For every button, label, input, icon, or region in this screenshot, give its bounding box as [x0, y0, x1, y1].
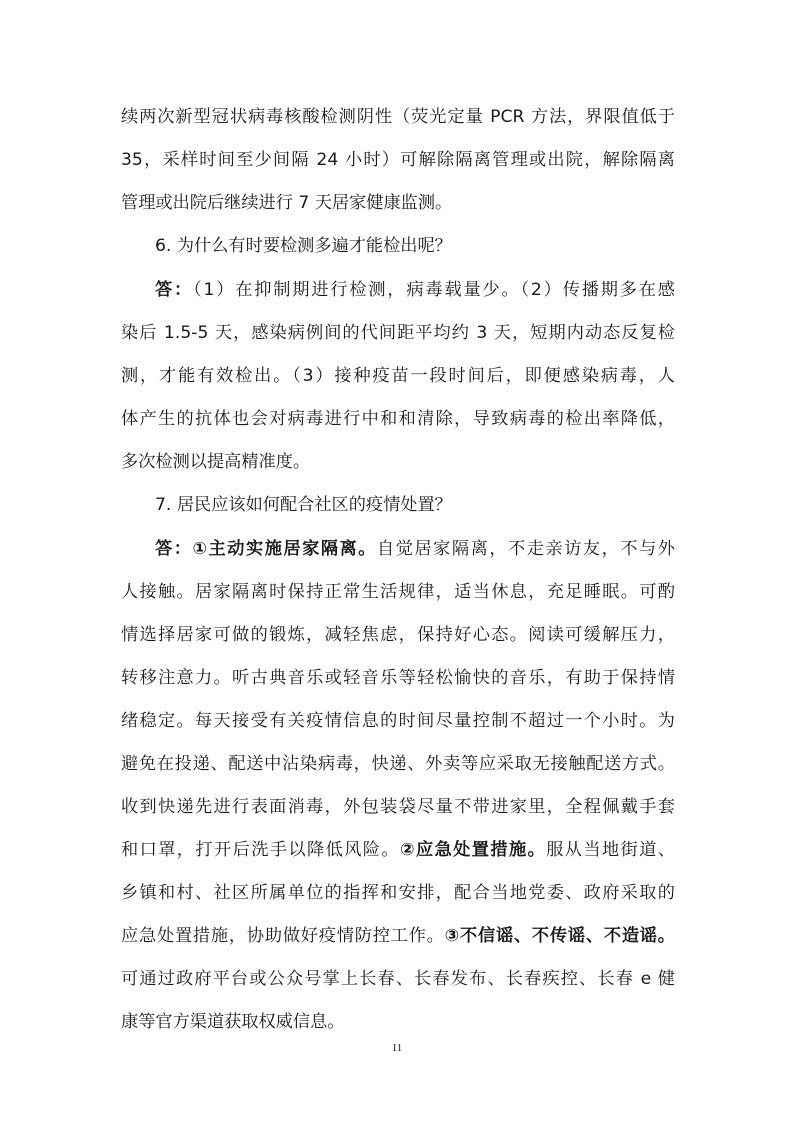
q7-line-10-text: 应急处置措施，协助做好疫情防控工作。 [121, 926, 445, 946]
q7-answer-line-12: 康等官方渠道获取权威信息。 [121, 1012, 345, 1032]
q7-answer-line-9: 乡镇和村、社区所属单位的指挥和安排，配合当地党委、政府采取的 [121, 883, 675, 903]
q7-answer-line-6: 避免在投递、配送中沾染病毒，快递、外卖等应采取无接触配送方式。 [121, 754, 675, 774]
question-7-heading: 7. 居民应该如何配合社区的疫情处置？ [155, 495, 452, 515]
q7-answer-line-2: 人接触。居家隔离时保持正常生活规律，适当休息，充足睡眠。可酌 [121, 582, 675, 602]
q6-answer-line-3: 测，才能有效检出。（3）接种疫苗一段时间后，即便感染病毒，人 [121, 366, 675, 386]
intro-line-3: 管理或出院后继续进行 7 天居家健康监测。 [121, 193, 453, 213]
question-6-heading: 6. 为什么有时要检测多遍才能检出呢？ [155, 236, 452, 256]
q6-answer-line-4: 体产生的抗体也会对病毒进行中和和清除，导致病毒的检出率降低， [121, 409, 675, 429]
q7-answer-line-1 [155, 538, 675, 560]
intro-line-2: 35，采样时间至少间隔 24 小时）可解除隔离管理或出院，解除隔离 [121, 150, 675, 170]
q6-answer-line-1 [155, 279, 675, 301]
q7-answer-line-11: 可通过政府平台或公众号掌上长春、长春发布、长春疾控、长春 e 健 [121, 969, 675, 989]
q7-point-3-title: ③不信谣、不传谣、不造谣。 [444, 926, 675, 946]
intro-line-1: 续两次新型冠状病毒核酸检测阴性（荧光定量 PCR 方法，界限值低于 [121, 107, 675, 127]
q7-answer-text: 自觉居家隔离，不走亲访友，不与外 [377, 539, 675, 559]
q6-answer-line-2: 染后 1.5-5 天，感染病例间的代间距平均约 3 天，短期内动态反复检 [121, 323, 675, 343]
q7-point-1-title: ①主动实施居家隔离。 [192, 539, 378, 559]
q7-line-8-rest: 服从当地街道、 [546, 840, 675, 860]
q6-answer-text: （1）在抑制期进行检测，病毒载量少。（2）传播期多在感 [193, 280, 675, 300]
q7-answer-line-4: 转移注意力。听古典音乐或轻音乐等轻松愉快的音乐，有助于保持情 [121, 668, 675, 688]
q7-line-8-text: 和口罩，打开后洗手以降低风险。 [121, 840, 401, 860]
q7-answer-line-8 [121, 839, 675, 861]
q7-point-2-title: ②应急处置措施。 [400, 840, 547, 860]
q7-answer-line-3: 情选择居家可做的锻炼，减轻焦虑，保持好心态。阅读可缓解压力， [121, 625, 675, 645]
q7-answer-label: 答： [155, 539, 193, 559]
q7-answer-line-10 [121, 925, 675, 947]
q6-answer-label: 答： [155, 280, 194, 300]
q6-answer-line-5: 多次检测以提高精准度。 [121, 452, 311, 472]
q7-answer-line-5: 绪稳定。每天接受有关疫情信息的时间尽量控制不超过一个小时。为 [121, 711, 675, 731]
page-number: 11 [391, 1042, 403, 1054]
q7-answer-line-7: 收到快递先进行表面消毒，外包装袋尽量不带进家里，全程佩戴手套 [121, 797, 675, 817]
